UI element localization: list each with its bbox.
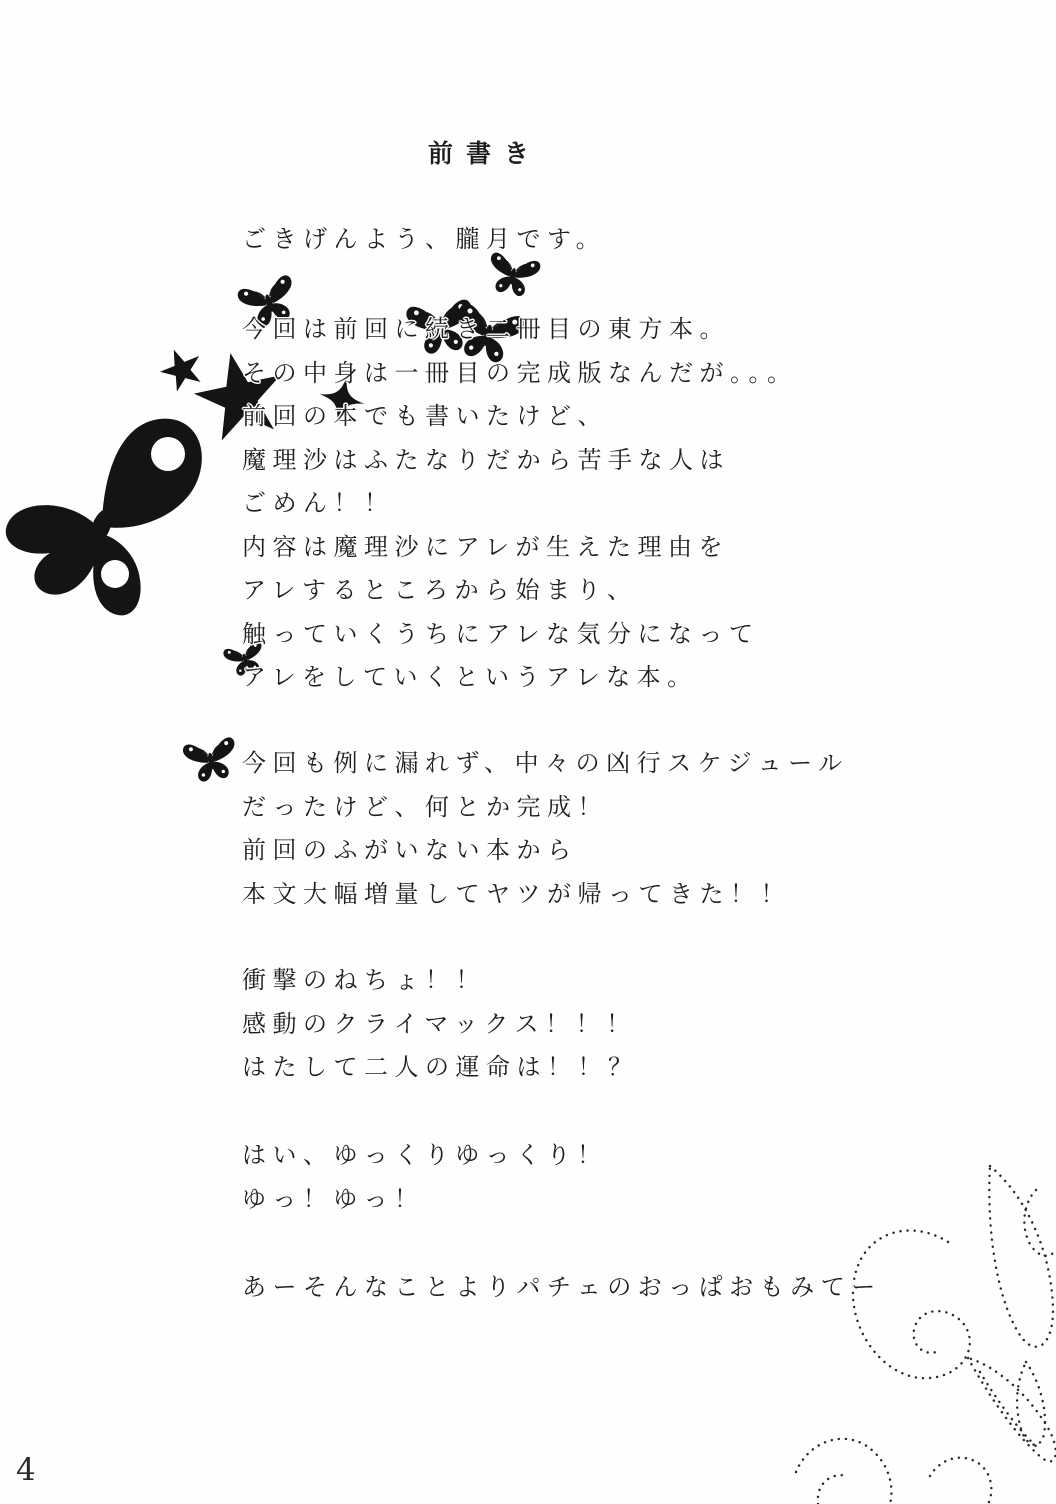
text-line: あーそんなことよりパチェのおっぱおもみてー — [242, 1273, 882, 1301]
text-line: ごめん！！ — [242, 489, 395, 517]
swirl-dotted-pattern — [790, 1150, 1056, 1504]
text-line: はい、ゆっくりゆっくり！ — [242, 1141, 608, 1169]
yukkuri-paragraph — [242, 1134, 608, 1221]
text-line: 内容は魔理沙にアレが生えた理由を — [242, 532, 730, 561]
text-line: 今回も例に漏れず、中々の凶行スケジュール — [242, 749, 849, 777]
greeting-paragraph — [242, 218, 606, 262]
page-number: 4 — [16, 1452, 36, 1488]
text-line: ごきげんよう、朧月です。 — [242, 225, 607, 253]
text-line: その中身は一冊目の完成版なんだが。。。 — [242, 358, 798, 387]
text-line: 前回のふがいない本から — [242, 836, 578, 864]
page-title: 前書き — [428, 139, 543, 168]
text-line: 感動のクライマックス！！！ — [242, 1009, 637, 1038]
butterfly-icon — [0, 414, 236, 630]
text-line: 衝撃のねちょ！！ — [242, 966, 486, 994]
text-line: アレするところから始まり、 — [242, 576, 638, 604]
closing-paragraph — [242, 1266, 882, 1310]
text-line: 触っていくうちにアレな気分になって — [242, 619, 760, 648]
text-line: だったけど、何とか完成！ — [242, 792, 608, 821]
text-line: 本文大幅増量してヤツが帰ってきた！！ — [242, 879, 791, 908]
text-line: アレをしていくというアレな本。 — [242, 663, 698, 691]
hype-paragraph — [242, 959, 639, 1090]
intro-paragraph — [242, 308, 798, 700]
text-line: 前回の本でも書いたけど、 — [242, 402, 608, 430]
text-line: はたして二人の運命は！！？ — [242, 1053, 639, 1081]
text-line: ゆっ！ゆっ！ — [242, 1184, 425, 1213]
text-line: 今回は前回に続き二冊目の東方本。 — [242, 315, 730, 343]
butterfly-icon — [176, 727, 247, 793]
text-line: 魔理沙はふたなりだから苦手な人は — [242, 445, 730, 474]
production-paragraph — [242, 742, 849, 916]
